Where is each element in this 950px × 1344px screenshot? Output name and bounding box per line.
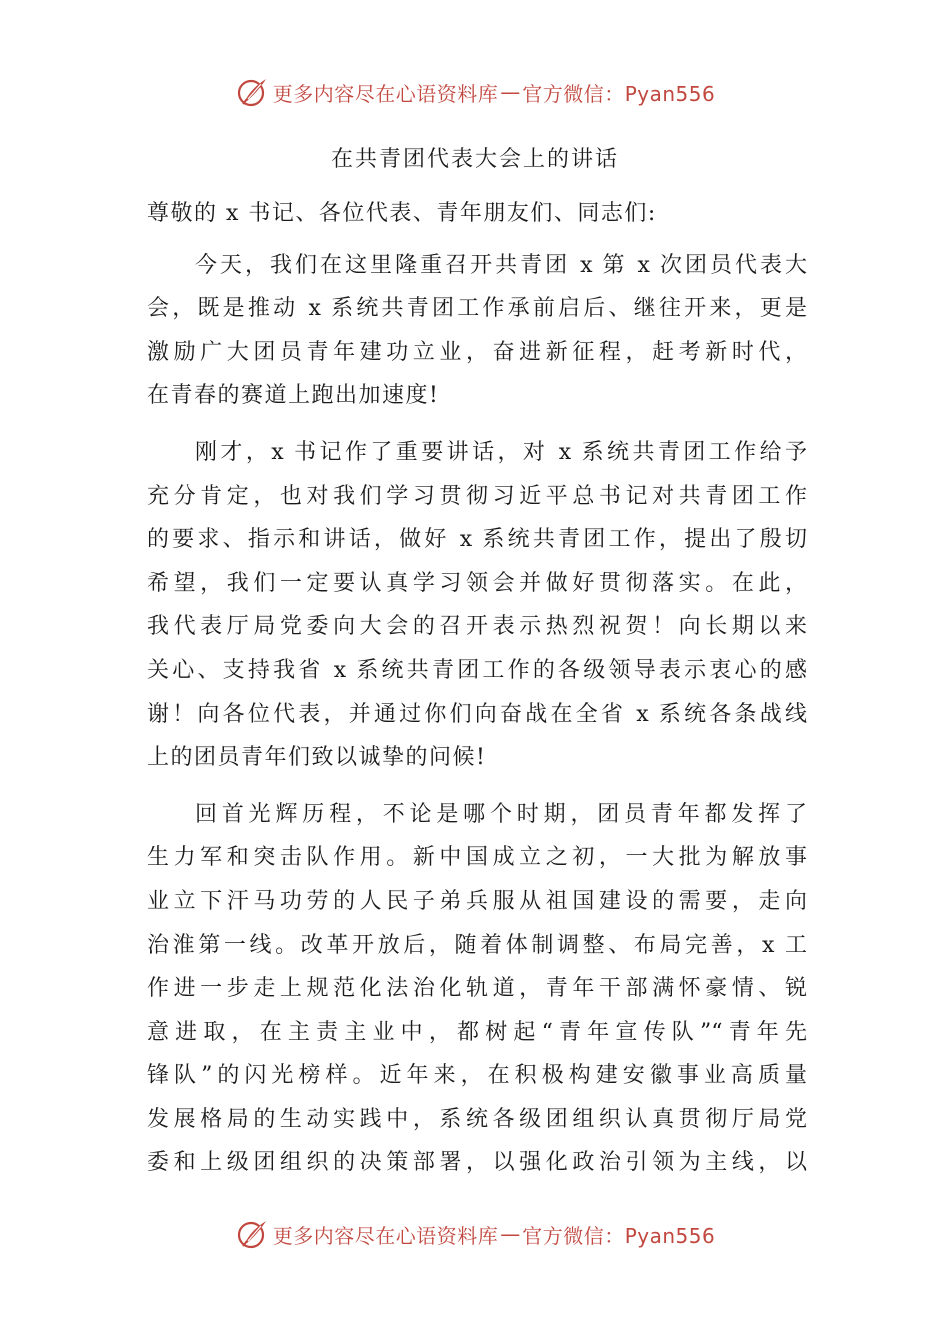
paragraph-line: 的要求、指示和讲话，做好 x 系统共青团工作，提出了殷切 — [147, 527, 807, 553]
paragraph-line: 谢！向各位代表，并通过你们向奋战在全省 x 系统各条战线 — [147, 701, 807, 727]
paragraph-line: 委和上级团组织的决策部署，以强化政治引领为主线，以 — [147, 1150, 807, 1176]
banner-contact: 官方微信：Pyan556 — [522, 1223, 716, 1248]
paragraph-line: 会，既是推动 x 系统共青团工作承前启后、继往开来，更是 — [147, 296, 807, 322]
paragraph-line: 希望，我们一定要认真学习领会并做好贯彻落实。在此， — [147, 570, 807, 596]
paragraph-line: 关心、支持我省 x 系统共青团工作的各级领导表示衷心的感 — [147, 657, 807, 683]
footer-watermark-banner — [0, 1212, 950, 1256]
paragraph-1 — [147, 244, 807, 418]
paragraph-line: 生力军和突击队作用。新中国成立之初，一大批为解放事 — [147, 845, 807, 871]
paragraph-line: 意进取，在主责主业中，都树起“青年宣传队”“青年先 — [147, 1019, 807, 1045]
paragraph-line: 发展格局的生动实践中，系统各级团组织认真贯彻厅局党 — [147, 1106, 807, 1132]
paragraph-line: 在青春的赛道上跑出加速度! — [147, 383, 440, 409]
paragraph-line: 充分肯定，也对我们学习贯彻习近平总书记对共青团工作 — [147, 483, 807, 509]
paragraph-line: 锋队”的闪光榜样。近年来，在积极构建安徽事业高质量 — [147, 1063, 807, 1089]
quill-logo-icon — [235, 1217, 269, 1251]
banner-contact: 官方微信：Pyan556 — [522, 81, 716, 106]
paragraph-line: 激励广大团员青年建功立业，奋进新征程，赶考新时代， — [147, 339, 807, 365]
paragraph-line: 刚才，x 书记作了重要讲话，对 x 系统共青团工作给予 — [195, 439, 807, 465]
paragraph-line: 上的团员青年们致以诚挚的问候! — [147, 745, 487, 771]
document-body — [147, 192, 807, 1198]
paragraph-line: 作进一步走上规范化法治化轨道，青年干部满怀豪情、锐 — [147, 976, 807, 1002]
paragraph-line: 业立下汗马功劳的人民子弟兵服从祖国建设的需要，走向 — [147, 888, 807, 914]
paragraph-line: 回首光辉历程，不论是哪个时期，团员青年都发挥了 — [195, 801, 807, 827]
quill-logo-icon — [235, 75, 269, 109]
banner-dash: — — [500, 80, 521, 104]
paragraph-line: 今天，我们在这里隆重召开共青团 x 第 x 次团员代表大 — [195, 252, 807, 278]
paragraph-line: 我代表厅局党委向大会的召开表示热烈祝贺！向长期以来 — [147, 614, 807, 640]
banner-dash: — — [500, 1222, 521, 1246]
paragraph-2 — [147, 431, 807, 780]
paragraph-line: 治淮第一线。改革开放后，随着体制调整、布局完善，x 工 — [147, 932, 807, 958]
paragraph-3 — [147, 793, 807, 1185]
header-watermark-banner — [0, 70, 950, 114]
salutation: 尊敬的 x 书记、各位代表、青年朋友们、同志们: — [147, 201, 657, 226]
document-title: 在共青团代表大会上的讲话 — [330, 147, 619, 172]
banner-text: 更多内容尽在心语资料库 — [272, 1223, 499, 1248]
banner-text: 更多内容尽在心语资料库 — [272, 81, 499, 106]
